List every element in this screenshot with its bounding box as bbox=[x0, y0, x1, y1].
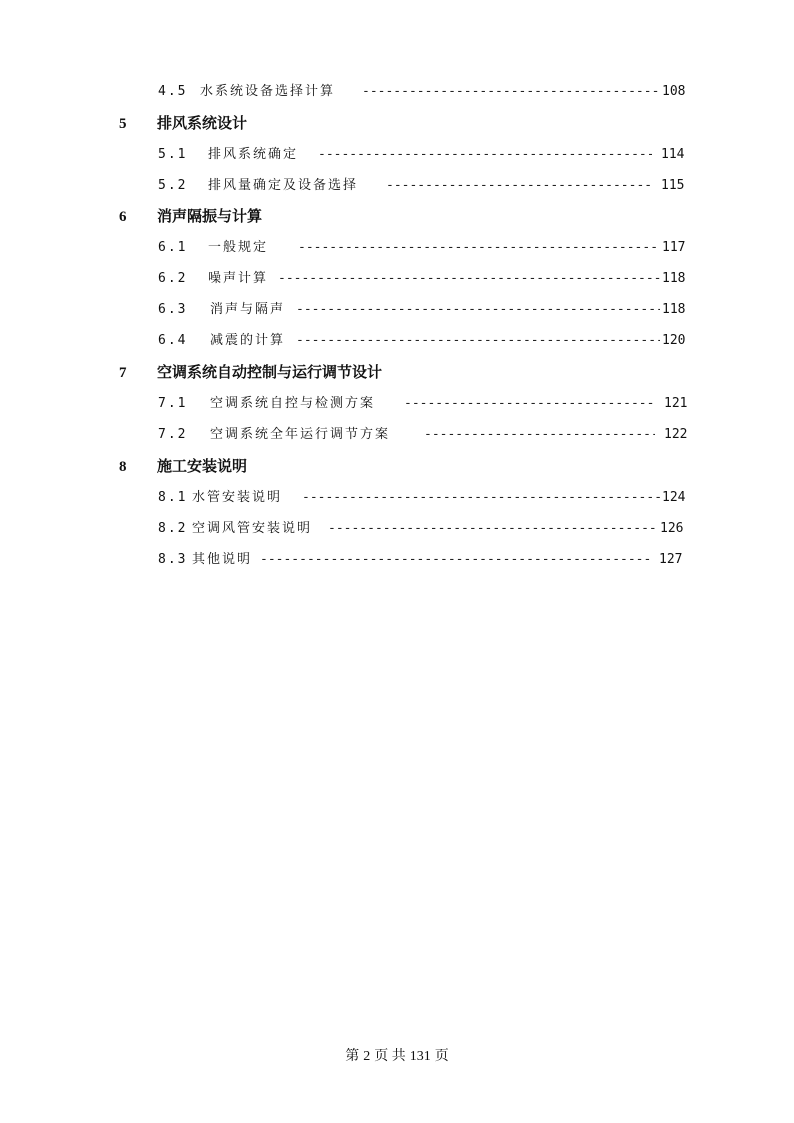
section-number: 5.1 bbox=[158, 147, 188, 162]
section-number: 7.1 bbox=[158, 396, 188, 411]
dot-leader bbox=[260, 550, 650, 570]
dot-leader bbox=[424, 425, 655, 445]
section-number: 6.2 bbox=[158, 271, 188, 286]
toc-section-5-1 bbox=[0, 145, 794, 165]
section-title: 水系统设备选择计算 bbox=[200, 84, 336, 99]
toc-section-8-2 bbox=[0, 519, 794, 539]
section-page-number: 120 bbox=[662, 333, 686, 348]
dot-leader bbox=[362, 82, 660, 102]
dot-leader bbox=[296, 331, 660, 351]
section-title: 一般规定 bbox=[208, 240, 269, 255]
section-title: 消声与隔声 bbox=[210, 302, 286, 317]
dot-leader bbox=[318, 145, 652, 165]
section-title: 排风量确定及设备选择 bbox=[208, 178, 359, 193]
section-page-number: 118 bbox=[662, 302, 686, 317]
footer-total-pages: 131 bbox=[409, 1049, 431, 1064]
section-page-number: 124 bbox=[662, 490, 686, 505]
section-page-number: 127 bbox=[659, 552, 683, 567]
section-title: 空调系统自控与检测方案 bbox=[210, 396, 376, 411]
section-page-number: 126 bbox=[660, 521, 684, 536]
section-page-number: 117 bbox=[662, 240, 686, 255]
section-number: 8.1 bbox=[158, 490, 188, 505]
chapter-title: 消声隔振与计算 bbox=[157, 209, 263, 225]
section-title: 其他说明 bbox=[192, 552, 253, 567]
section-page-number: 121 bbox=[664, 396, 688, 411]
chapter-number: 5 bbox=[119, 116, 127, 132]
toc-section-8-1 bbox=[0, 488, 794, 508]
section-number: 8.3 bbox=[158, 552, 188, 567]
dot-leader bbox=[386, 176, 652, 196]
chapter-title: 排风系统设计 bbox=[157, 116, 248, 132]
footer-prefix: 第 bbox=[345, 1049, 360, 1064]
dot-leader bbox=[298, 238, 660, 258]
section-number: 6.1 bbox=[158, 240, 188, 255]
page-footer bbox=[0, 1045, 794, 1065]
dot-leader bbox=[278, 269, 660, 289]
section-title: 空调风管安装说明 bbox=[192, 521, 313, 536]
toc-section-5-2 bbox=[0, 176, 794, 196]
section-page-number: 115 bbox=[661, 178, 685, 193]
toc-section-6-4 bbox=[0, 331, 794, 351]
dot-leader bbox=[328, 519, 658, 539]
footer-middle: 页 共 bbox=[374, 1049, 406, 1064]
dot-leader bbox=[302, 488, 660, 508]
section-page-number: 114 bbox=[661, 147, 685, 162]
section-page-number: 108 bbox=[662, 84, 686, 99]
toc-chapter-7 bbox=[0, 363, 794, 383]
toc-section-7-2 bbox=[0, 425, 794, 445]
toc-chapter-6 bbox=[0, 207, 794, 227]
footer-suffix: 页 bbox=[434, 1049, 449, 1064]
section-title: 水管安装说明 bbox=[192, 490, 283, 505]
chapter-title: 空调系统自动控制与运行调节设计 bbox=[157, 365, 383, 381]
chapter-number: 6 bbox=[119, 209, 127, 225]
section-title: 空调系统全年运行调节方案 bbox=[210, 427, 391, 442]
section-title: 噪声计算 bbox=[208, 271, 269, 286]
dot-leader bbox=[404, 394, 655, 414]
section-number: 4.5 bbox=[158, 84, 188, 99]
toc-section-7-1 bbox=[0, 394, 794, 414]
toc-chapter-5 bbox=[0, 114, 794, 134]
toc-section-6-2 bbox=[0, 269, 794, 289]
footer-current-page: 2 bbox=[363, 1049, 371, 1064]
toc-section-6-3 bbox=[0, 300, 794, 320]
section-number: 8.2 bbox=[158, 521, 188, 536]
section-title: 减震的计算 bbox=[210, 333, 286, 348]
section-page-number: 122 bbox=[664, 427, 688, 442]
section-page-number: 118 bbox=[662, 271, 686, 286]
section-title: 排风系统确定 bbox=[208, 147, 299, 162]
chapter-number: 8 bbox=[119, 459, 127, 475]
toc-section-6-1 bbox=[0, 238, 794, 258]
chapter-title: 施工安装说明 bbox=[157, 459, 248, 475]
toc-section-8-3 bbox=[0, 550, 794, 570]
chapter-number: 7 bbox=[119, 365, 127, 381]
section-number: 7.2 bbox=[158, 427, 188, 442]
dot-leader bbox=[296, 300, 660, 320]
section-number: 5.2 bbox=[158, 178, 188, 193]
toc-section-4-5 bbox=[0, 82, 794, 102]
section-number: 6.4 bbox=[158, 333, 188, 348]
section-number: 6.3 bbox=[158, 302, 188, 317]
toc-chapter-8 bbox=[0, 457, 794, 477]
